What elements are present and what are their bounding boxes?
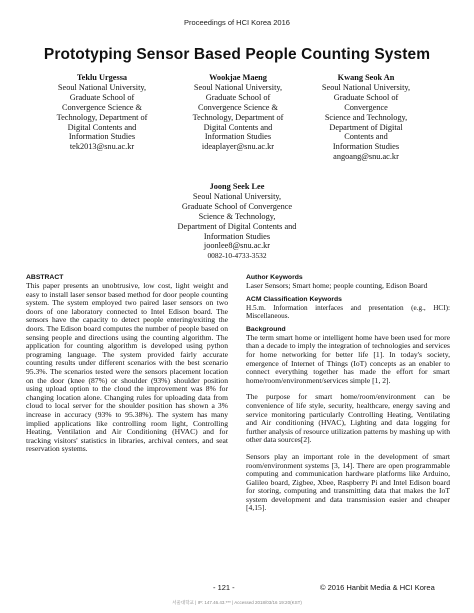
acm-heading: ACM Classification Keywords <box>246 295 342 303</box>
author-affiliation-line: Seoul National University, <box>321 82 411 92</box>
author-affiliation-line: Convergence Science & <box>61 102 143 112</box>
author-affiliation-line: Information Studies <box>203 231 271 241</box>
author-affiliation-line: Graduate School of <box>69 92 135 102</box>
author-affiliation-line: Information Studies <box>204 132 272 142</box>
background-heading: Background <box>246 325 286 333</box>
left-column <box>26 274 228 454</box>
author-affiliation-line: Department of Digital <box>329 122 403 132</box>
abstract-heading: ABSTRACT <box>26 274 64 281</box>
author-block <box>44 73 160 152</box>
author-block <box>180 73 296 152</box>
author-phone: 0082-10-4733-3532 <box>207 251 267 261</box>
author-block <box>308 73 424 162</box>
author-affiliation-line: Technology, Department of <box>192 112 284 122</box>
author-affiliation-line: Seoul National University, <box>57 82 147 92</box>
author-affiliation-line: Digital Contents and <box>67 122 137 132</box>
author-email: joonlee8@snu.ac.kr <box>203 241 271 251</box>
background-paragraph: The term smart home or intelligent home have been used for more than a decade to imply the integration of technologies and services for home networking for better life [1]. In today's society, emergence of Internet of Things (IoT) concepts as an enabler to connect everything together has made the effort for smart home/room/environment/services simple [1, 2]. <box>246 332 450 385</box>
author-name: Teklu Urgessa <box>76 73 128 82</box>
author-affiliation-line: Digital Contents and <box>203 122 273 132</box>
author-email: tek2013@snu.ac.kr <box>69 142 135 152</box>
author-name: Kwang Seok An <box>337 73 395 82</box>
right-column <box>246 274 450 513</box>
author-keywords-text: Laser Sensors; Smart home; people counting, Edison Board <box>246 281 428 290</box>
download-watermark: 서울대학교 | IP: 147.46.43.*** | Accessed 2018/03/16 19:20(KST) <box>172 600 302 605</box>
author-email: angoang@snu.ac.kr <box>333 152 399 162</box>
author-affiliation-line: Science & Technology, <box>198 211 276 221</box>
author-affiliation-line: Information Studies <box>332 142 400 152</box>
page-number: - 121 - <box>213 583 235 592</box>
author-block <box>152 182 322 261</box>
author-affiliation-line: Graduate School of <box>205 92 271 102</box>
author-keywords-heading: Author Keywords <box>246 274 303 281</box>
running-head: Proceedings of HCI Korea 2016 <box>184 18 290 27</box>
background-paragraph: Sensors play an important role in the development of smart room/environment systems [3, 14]. There are open programmable computing and communication hardware platforms like Arduino, Galileo board, Zigbee, Xbee, Raspberry Pi and Intel Edison board for storing, computing and transmitting data that makes the IoT system development and data transmission easier and cheaper [4,15]. <box>246 451 450 513</box>
author-name: Joong Seek Lee <box>209 182 265 191</box>
author-affiliation-line: Department of Digital Contents and <box>177 221 297 231</box>
author-name: Wookjae Maeng <box>209 73 267 82</box>
copyright-notice: © 2016 Hanbit Media & HCI Korea <box>320 583 435 592</box>
paper-title: Prototyping Sensor Based People Counting System <box>43 46 431 63</box>
background-paragraph: The purpose for smart home/room/environment can be convenience of life style, security, healthcare, energy saving and service monitoring particularly Controlling Heating, Ventilating and Air conditioning (HVAC), Lighting and data logging for further analysis of resource utilization patterns by mashing up with other data sources[2]. <box>246 392 450 445</box>
author-affiliation-line: Seoul National University, <box>192 191 282 201</box>
author-affiliation-line: Technology, Department of <box>56 112 148 122</box>
author-affiliation-line: Information Studies <box>68 132 136 142</box>
author-affiliation-line: Seoul National University, <box>193 82 283 92</box>
author-affiliation-line: Contents and <box>344 132 388 142</box>
author-affiliation-line: Convergence <box>344 102 388 112</box>
acm-text: H.5.m. Information interfaces and presentation (e.g., HCI): Miscellaneous. <box>246 303 450 321</box>
abstract-text: This paper presents an unobtrusive, low cost, light weight and easy to install laser sensor based method for door people counting system. The system employed two paired laser sensors on two doors of one laboratory connected to Intel Edison board. The sensors have the capacity to detect people entering/exiting the doors. The Edison board computes the number of people based on sensing people and directions using the counting algorithm. The application for counting algorithm is developed using python programing language. The system provided fairly accurate counting results under different scenarios with the best scenario 95.3%. The scenarios tested were the sensors placement location on the door (knee (87%) or shoulder (93%) shoulder position using upload option to the cloud the improvement was 8% for changing location alone. Changing rules for uploading data from cloud to local server for the shoulder position has shown a 3% increase in accuracy (93% to 95.38%). The system has many implied applications like controlling room light, Controlling Heating, Ventilation and Air Conditioning (HVAC) and for tracking visitors' statistics in libraries, archival centers, and seat reservation systems. <box>26 281 228 454</box>
author-email: ideaplayer@snu.ac.kr <box>201 142 275 152</box>
author-affiliation-line: Graduate School of <box>333 92 399 102</box>
author-affiliation-line: Science and Technology, <box>324 112 408 122</box>
author-affiliation-line: Graduate School of Convergence <box>181 201 293 211</box>
author-affiliation-line: Convergence Science & <box>197 102 279 112</box>
